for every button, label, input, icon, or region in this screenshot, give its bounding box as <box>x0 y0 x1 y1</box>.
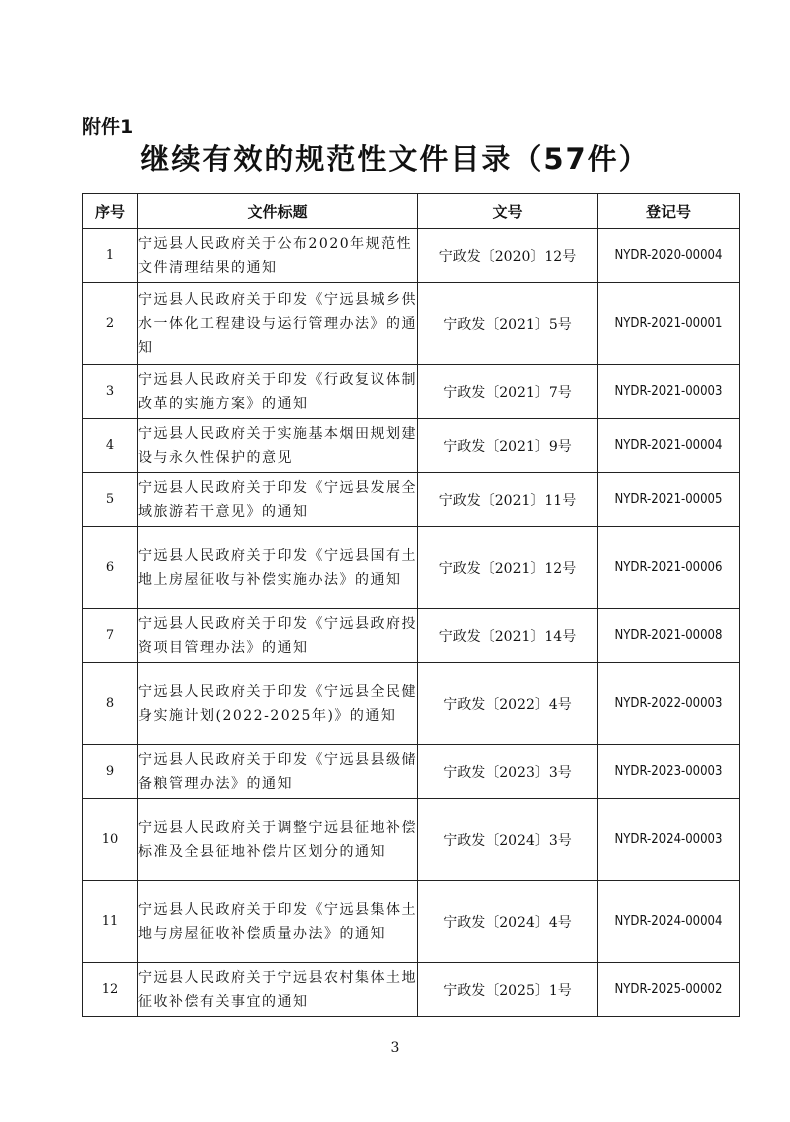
row-title: 宁远县人民政府关于印发《宁远县集体土地与房屋征收补偿质量办法》的通知 <box>138 881 418 963</box>
row-doc-number: 宁政发〔2021〕7号 <box>418 365 598 419</box>
document-table <box>82 193 740 1017</box>
row-doc-number: 宁政发〔2021〕5号 <box>418 283 598 365</box>
row-no: 1 <box>83 229 138 283</box>
row-no: 5 <box>83 473 138 527</box>
document-title: 继续有效的规范性文件目录（57件） <box>140 142 650 176</box>
row-no: 7 <box>83 609 138 663</box>
row-doc-number: 宁政发〔2025〕1号 <box>418 963 598 1017</box>
row-title: 宁远县人民政府关于印发《行政复议体制改革的实施方案》的通知 <box>138 365 418 419</box>
table-row <box>83 663 740 745</box>
table-row <box>83 799 740 881</box>
row-title: 宁远县人民政府关于印发《宁远县政府投资项目管理办法》的通知 <box>138 609 418 663</box>
table-row <box>83 881 740 963</box>
row-doc-number: 宁政发〔2021〕14号 <box>418 609 598 663</box>
row-title: 宁远县人民政府关于印发《宁远县全民健身实施计划(2022-2025年)》的通知 <box>138 663 418 745</box>
row-doc-number: 宁政发〔2020〕12号 <box>418 229 598 283</box>
row-registration: NYDR-2024-00004 <box>598 881 740 963</box>
row-no: 11 <box>83 881 138 963</box>
table-row <box>83 283 740 365</box>
table-row <box>83 609 740 663</box>
row-title: 宁远县人民政府关于调整宁远县征地补偿标准及全县征地补偿片区划分的通知 <box>138 799 418 881</box>
header-title: 文件标题 <box>138 194 418 229</box>
row-no: 10 <box>83 799 138 881</box>
row-no: 8 <box>83 663 138 745</box>
header-registration: 登记号 <box>598 194 740 229</box>
row-title: 宁远县人民政府关于公布2020年规范性文件清理结果的通知 <box>138 229 418 283</box>
row-doc-number: 宁政发〔2021〕12号 <box>418 527 598 609</box>
row-title: 宁远县人民政府关于印发《宁远县发展全域旅游若干意见》的通知 <box>138 473 418 527</box>
row-title: 宁远县人民政府关于印发《宁远县国有土地上房屋征收与补偿实施办法》的通知 <box>138 527 418 609</box>
table-row <box>83 419 740 473</box>
table-header-row <box>83 194 740 229</box>
header-doc-number: 文号 <box>418 194 598 229</box>
row-no: 4 <box>83 419 138 473</box>
attachment-label: 附件1 <box>82 116 134 138</box>
row-registration: NYDR-2025-00002 <box>598 963 740 1017</box>
table-row <box>83 963 740 1017</box>
table-row <box>83 229 740 283</box>
row-title: 宁远县人民政府关于印发《宁远县城乡供水一体化工程建设与运行管理办法》的通知 <box>138 283 418 365</box>
row-registration: NYDR-2021-00008 <box>598 609 740 663</box>
row-no: 12 <box>83 963 138 1017</box>
row-doc-number: 宁政发〔2023〕3号 <box>418 745 598 799</box>
row-registration: NYDR-2021-00005 <box>598 473 740 527</box>
table-row <box>83 473 740 527</box>
row-registration: NYDR-2021-00003 <box>598 365 740 419</box>
row-doc-number: 宁政发〔2024〕4号 <box>418 881 598 963</box>
table-row <box>83 527 740 609</box>
header-no: 序号 <box>83 194 138 229</box>
page-number: 3 <box>390 1040 400 1056</box>
row-no: 3 <box>83 365 138 419</box>
row-registration: NYDR-2021-00001 <box>598 283 740 365</box>
row-title: 宁远县人民政府关于实施基本烟田规划建设与永久性保护的意见 <box>138 419 418 473</box>
table-row <box>83 365 740 419</box>
row-no: 2 <box>83 283 138 365</box>
row-doc-number: 宁政发〔2021〕9号 <box>418 419 598 473</box>
row-registration: NYDR-2024-00003 <box>598 799 740 881</box>
row-registration: NYDR-2020-00004 <box>598 229 740 283</box>
row-doc-number: 宁政发〔2021〕11号 <box>418 473 598 527</box>
row-doc-number: 宁政发〔2024〕3号 <box>418 799 598 881</box>
row-no: 9 <box>83 745 138 799</box>
row-registration: NYDR-2022-00003 <box>598 663 740 745</box>
row-no: 6 <box>83 527 138 609</box>
row-registration: NYDR-2023-00003 <box>598 745 740 799</box>
table-row <box>83 745 740 799</box>
row-title: 宁远县人民政府关于印发《宁远县县级储备粮管理办法》的通知 <box>138 745 418 799</box>
row-title: 宁远县人民政府关于宁远县农村集体土地征收补偿有关事宜的通知 <box>138 963 418 1017</box>
row-registration: NYDR-2021-00006 <box>598 527 740 609</box>
row-registration: NYDR-2021-00004 <box>598 419 740 473</box>
row-doc-number: 宁政发〔2022〕4号 <box>418 663 598 745</box>
